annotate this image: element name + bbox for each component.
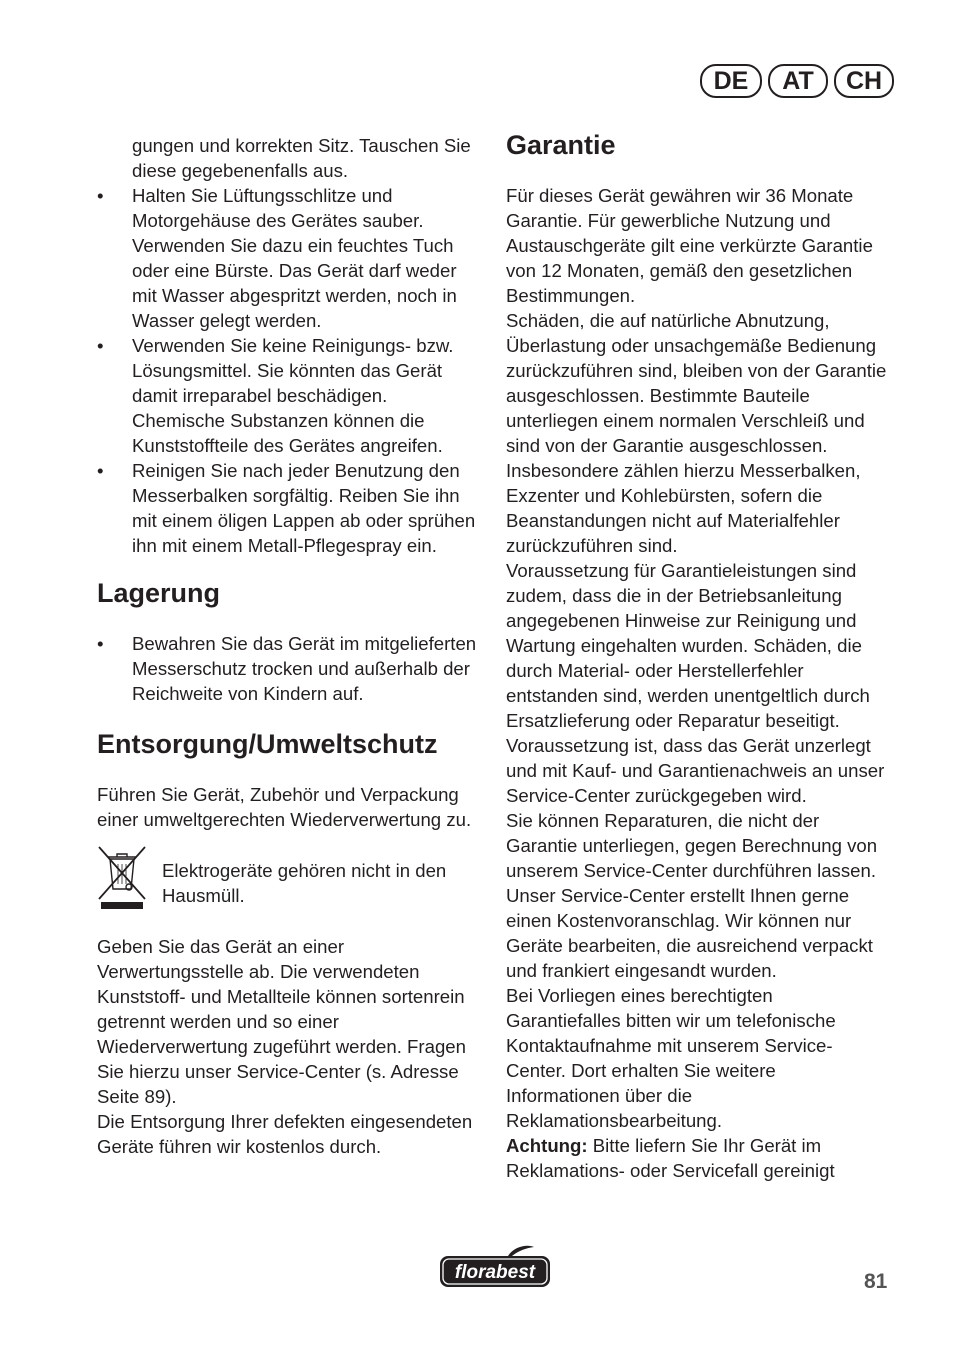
bullet-item bbox=[97, 183, 482, 333]
disposal-text-1: Geben Sie das Gerät an einer Verwertungsstelle ab. Die verwendeten Kunststoff- und Metallteile können sortenrein getrennt werden und so einer Wiederverwertung zugeführt werden. Fragen Sie hierzu unser Service-Center (s. Adresse Seite 89). bbox=[97, 936, 466, 1107]
svg-text:florabest: florabest bbox=[454, 1262, 536, 1283]
warranty-paragraph: Voraussetzung ist, dass das Gerät unzerlegt und mit Kauf- und Garantienachweis an unser Service-Center zurückgegeben wird. bbox=[506, 735, 885, 806]
florabest-logo bbox=[438, 1244, 552, 1290]
crossed-bin-icon bbox=[97, 845, 147, 911]
bullet-item bbox=[97, 333, 482, 458]
bullet-symbol: • bbox=[97, 335, 104, 356]
warranty-paragraph: Bei Vorliegen eines berechtigten Garantiefalles bitten wir um telefonische Kontaktaufnahme mit unserem Service-Center. Dort erhalten Sie weitere Informationen über die Reklamationsbearbeitung. bbox=[506, 985, 836, 1131]
warranty-paragraph: Schäden, die auf natürliche Abnutzung, Überlastung oder unsachgemäße Bedienung zurückzuführen sind, bleiben von der Garantie ausgeschlossen. Bestimmte Bauteile unterliegen einem normalen Verschleiß und sind von der Garantie ausgeschlossen. Insbesondere zählen hierzu Messerbalken, Exzenter und Kohlebürsten, sofern die Beanstandungen nicht auf Materialfehler zurückzuführen sind. bbox=[506, 310, 887, 556]
badge-ch: CH bbox=[834, 64, 894, 98]
continued-text: gungen und korrekten Sitz. Tauschen Sie diese gegebenenfalls aus. bbox=[132, 135, 471, 181]
badge-at: AT bbox=[768, 64, 828, 98]
country-badges bbox=[700, 64, 894, 98]
warranty-paragraph: Sie können Reparaturen, die nicht der Garantie unterliegen, gegen Berechnung von unserem Service-Center durchführen lassen. Unser Service-Center erstellt Ihnen gerne einen Kostenvoranschlag. Wir können nur Geräte bearbeiten, die ausreichend verpackt und frankiert eingesandt wurden. bbox=[506, 810, 878, 981]
bullet-text: Bewahren Sie das Gerät im mitgelieferten Messerschutz trocken und außerhalb der Reichweite von Kindern auf. bbox=[132, 633, 477, 704]
disposal-intro: Führen Sie Gerät, Zubehör und Verpackung einer umweltgerechten Wiederverwertung zu. bbox=[97, 784, 472, 830]
cleaning-bullet-list bbox=[97, 183, 482, 558]
weee-notice bbox=[97, 845, 482, 911]
bullet-text: Halten Sie Lüftungsschlitze und Motorgehäuse des Gerätes sauber. Verwenden Sie dazu ein feuchtes Tuch oder eine Bürste. Das Gerät darf weder mit Wasser abgespritzt werden, noch in Wasser gelegt werden. bbox=[132, 185, 457, 331]
badge-de: DE bbox=[700, 64, 762, 98]
right-column bbox=[506, 130, 892, 1183]
warranty-paragraph: Voraussetzung für Garantieleistungen sind zudem, dass die in der Betriebsanleitung angegebenen Hinweise zur Reinigung und Wartung eingehalten wurden. Schäden, die durch Material- oder Herstellerfehler entstanden sind, werden unentgeltlich durch Ersatzlieferung oder Reparatur beseitigt. bbox=[506, 560, 870, 731]
disposal-text-2: Die Entsorgung Ihrer defekten eingesendeten Geräte führen wir kostenlos durch. bbox=[97, 1111, 473, 1157]
attention-text: Bitte liefern Sie Ihr Gerät im Reklamations- oder Servicefall gereinigt bbox=[506, 1135, 835, 1181]
bullet-item bbox=[97, 631, 482, 706]
bullet-symbol: • bbox=[97, 633, 104, 654]
disposal-heading: Entsorgung/Umweltschutz bbox=[97, 729, 438, 759]
bullet-symbol: • bbox=[97, 460, 104, 481]
storage-bullet-list bbox=[97, 631, 482, 706]
bullet-item bbox=[97, 458, 482, 558]
warranty-paragraph: Für dieses Gerät gewähren wir 36 Monate Garantie. Für gewerbliche Nutzung und Austauschgeräte gilt eine verkürzte Garantie von 12 Monaten, gemäß den gesetzlichen Bestimmungen. bbox=[506, 185, 873, 306]
bullet-text: Verwenden Sie keine Reinigungs- bzw. Lösungsmittel. Sie könnten das Gerät damit irreparabel beschädigen. Chemische Substanzen können die Kunststoffteile des Gerätes angreifen. bbox=[132, 335, 454, 456]
left-column bbox=[97, 133, 482, 1159]
storage-heading: Lagerung bbox=[97, 578, 221, 608]
attention-note bbox=[506, 1133, 892, 1183]
attention-label: Achtung: bbox=[506, 1135, 588, 1156]
warranty-heading: Garantie bbox=[506, 130, 616, 160]
page-number: 81 bbox=[864, 1270, 888, 1293]
bullet-symbol: • bbox=[97, 185, 104, 206]
weee-note: Elektrogeräte gehören nicht in den Hausmüll. bbox=[162, 860, 447, 906]
bullet-text: Reinigen Sie nach jeder Benutzung den Messerbalken sorgfältig. Reiben Sie ihn mit einem öligen Lappen ab oder sprühen ihn mit einem Metall-Pflegespray ein. bbox=[132, 460, 476, 556]
